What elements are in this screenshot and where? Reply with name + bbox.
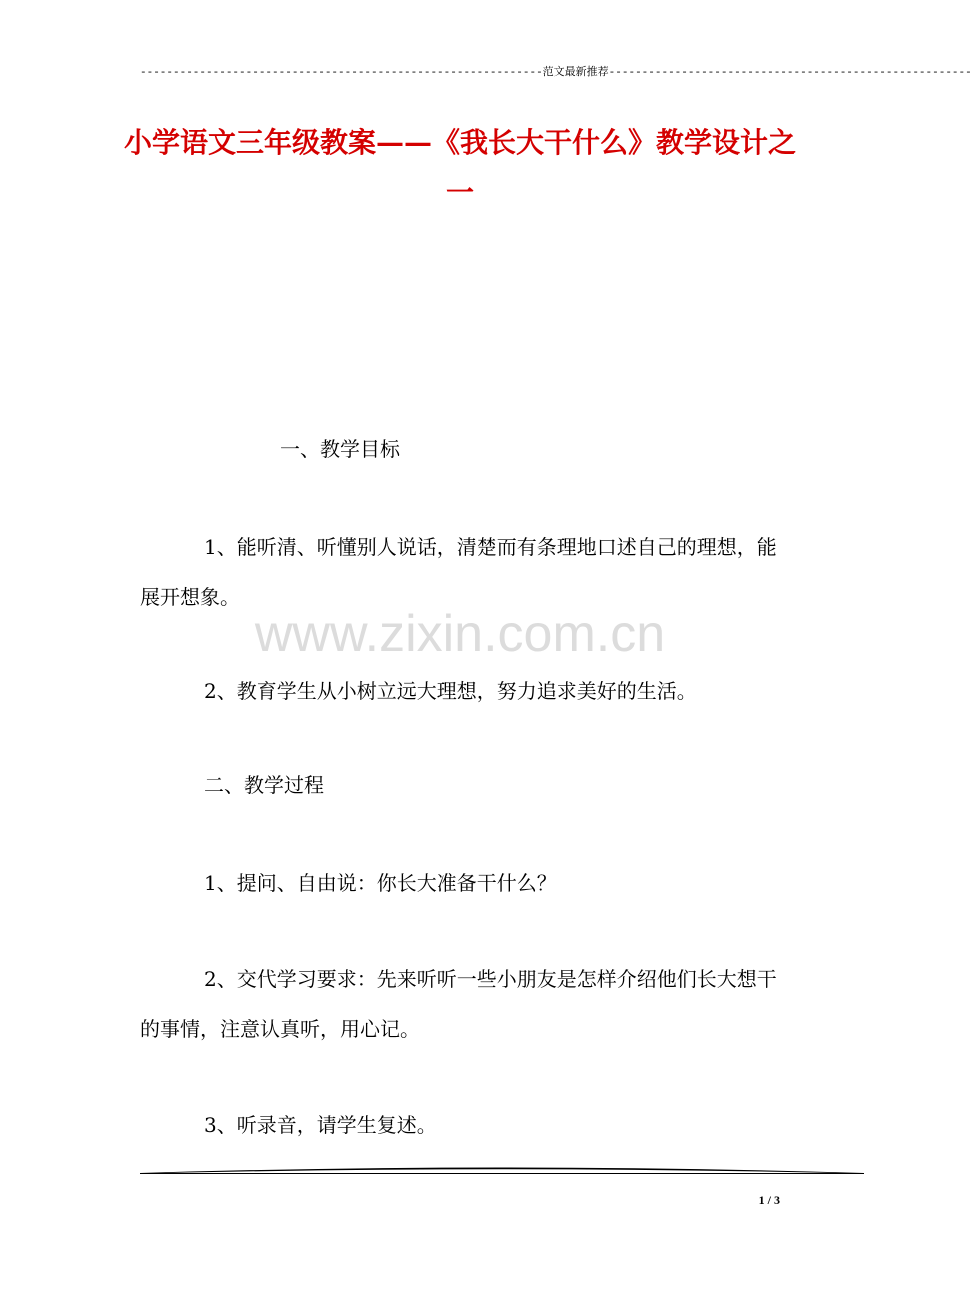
process-paragraph-1: 1、提问、自由说：你长大准备干什么？: [204, 871, 557, 895]
page-number: 1 / 3: [758, 1193, 780, 1207]
objective-paragraph-2: 2、教育学生从小树立远大理想，努力追求美好的生活。: [204, 679, 697, 703]
objective-paragraph-1: 1、能听清、听懂别人说话，清楚而有条理地口述自己的理想，能展开想象。: [140, 535, 777, 609]
section-heading-objectives: 一、教学目标: [280, 437, 400, 461]
process-paragraph-3: 3、听录音，请学生复述。: [204, 1113, 437, 1137]
section-heading-process: 二、教学过程: [204, 773, 324, 797]
footer-divider: [140, 1164, 864, 1176]
process-paragraph-2: 2、交代学习要求：先来听听一些小朋友是怎样介绍他们长大想干的事情，注意认真听，用心记。: [140, 967, 777, 1041]
watermark: www.zixin.com.cn: [254, 605, 666, 663]
header-recommendation-line: -------------------------------------------------------------范文最新推荐-------------------------------------------------------: [140, 67, 972, 79]
document-title: 小学语文三年级教案——《我长大干什么》教学设计之一: [123, 126, 796, 209]
